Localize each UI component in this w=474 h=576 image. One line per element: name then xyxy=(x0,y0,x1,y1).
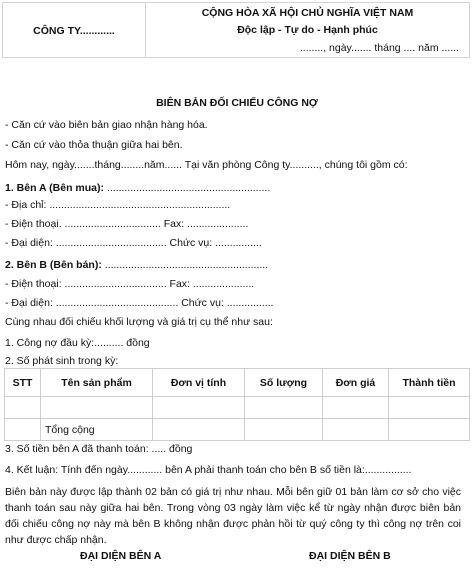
basis-line-1: - Căn cứ vào biên bản giao nhận hàng hóa. xyxy=(5,119,208,131)
table-cell xyxy=(389,419,470,441)
header-table xyxy=(2,2,470,58)
column-header: Đơn giá xyxy=(323,369,389,397)
table-row xyxy=(5,397,470,419)
column-header: Đơn vị tính xyxy=(153,369,245,397)
item-period-transactions: 2. Số phát sinh trong kỳ: xyxy=(5,355,119,367)
table-cell xyxy=(5,397,41,419)
party-b-representative: - Đại diện: .......................................... Chức vụ: ................ xyxy=(5,297,274,309)
party-a-heading-line xyxy=(5,182,270,195)
table-cell xyxy=(245,419,323,441)
party-a-address: - Địa chỉ: .............................................................. xyxy=(5,199,231,211)
column-header: Tên sản phẩm xyxy=(41,369,153,397)
party-a-representative: - Đại diện: ...................................... Chức vụ: ................ xyxy=(5,237,262,249)
national-title: CỘNG HÒA XÃ HỘI CHỦ NGHĨA VIỆT NAM xyxy=(201,7,414,19)
party-b-heading: 2. Bên B (Bên bán): xyxy=(5,259,102,271)
company-name: CÔNG TY............ xyxy=(33,25,115,37)
transactions-table xyxy=(4,368,470,441)
total-label: Tổng cộng xyxy=(41,419,153,441)
party-a-phone: - Điện thoại. ................................. Fax: ..................... xyxy=(5,218,249,230)
closing-paragraph: Biên bản này được lập thành 02 bản có giá trị như nhau. Mỗi bên giữ 01 bản làm cơ sở cho việc thanh toán sau này giữa hai bên. Trong vòng 03 ngày làm việc kể từ ngày nhận được biên bản đối chiếu công nợ này mà bên B không nhận được phản hồi từ quý công ty thì công nợ trên coi như được chấp nhận. xyxy=(5,486,461,546)
table-cell xyxy=(153,397,245,419)
party-a-heading: 1. Bên A (Bên mua): xyxy=(5,182,104,194)
document-title: BIÊN BẢN ĐỐI CHIẾU CÔNG NỢ xyxy=(156,97,318,109)
column-header: STT xyxy=(5,369,41,397)
basis-line-2: - Căn cứ vào thỏa thuận giữa hai bên. xyxy=(5,139,183,151)
signature-party-b: ĐẠI DIỆN BÊN B xyxy=(309,550,391,562)
table-cell xyxy=(41,397,153,419)
party-b-heading-line xyxy=(5,259,268,272)
item-amount-paid: 3. Số tiền bên A đã thanh toán: ..... đồng xyxy=(5,443,193,455)
national-motto: Độc lập - Tự do - Hạnh phúc xyxy=(237,24,378,36)
place-date-line: ........, ngày....... tháng .... năm ...... xyxy=(299,42,459,54)
table-header-row xyxy=(5,369,470,397)
agreement-line: Cùng nhau đối chiếu khối lượng và giá trị cụ thể như sau: xyxy=(5,316,273,328)
item-conclusion: 4. Kết luận: Tính đến ngày............ bên A phải thanh toán cho bên B số tiền là:................ xyxy=(5,464,412,476)
header-left-cell xyxy=(3,3,146,58)
party-b-phone: - Điện thoại: ................................... Fax: ..................... xyxy=(5,278,255,290)
column-header: Thành tiền xyxy=(389,369,470,397)
table-cell xyxy=(245,397,323,419)
table-cell xyxy=(153,419,245,441)
table-cell xyxy=(323,419,389,441)
table-cell xyxy=(323,397,389,419)
column-header: Số lượng xyxy=(245,369,323,397)
item-opening-debt: 1. Công nợ đầu kỳ:.......... đồng xyxy=(5,337,150,349)
header-right-cell xyxy=(146,3,470,58)
table-total-row xyxy=(5,419,470,441)
table-cell xyxy=(5,419,41,441)
signature-party-a: ĐẠI DIỆN BÊN A xyxy=(80,550,162,562)
party-b-heading-dots: ........................................................ xyxy=(101,259,269,271)
table-cell xyxy=(389,397,470,419)
intro-line: Hôm nay, ngày.......tháng........năm...... Tại văn phòng Công ty.........., chúng tôi gồm có: xyxy=(5,159,408,171)
party-a-heading-dots: ........................................................ xyxy=(103,182,271,194)
